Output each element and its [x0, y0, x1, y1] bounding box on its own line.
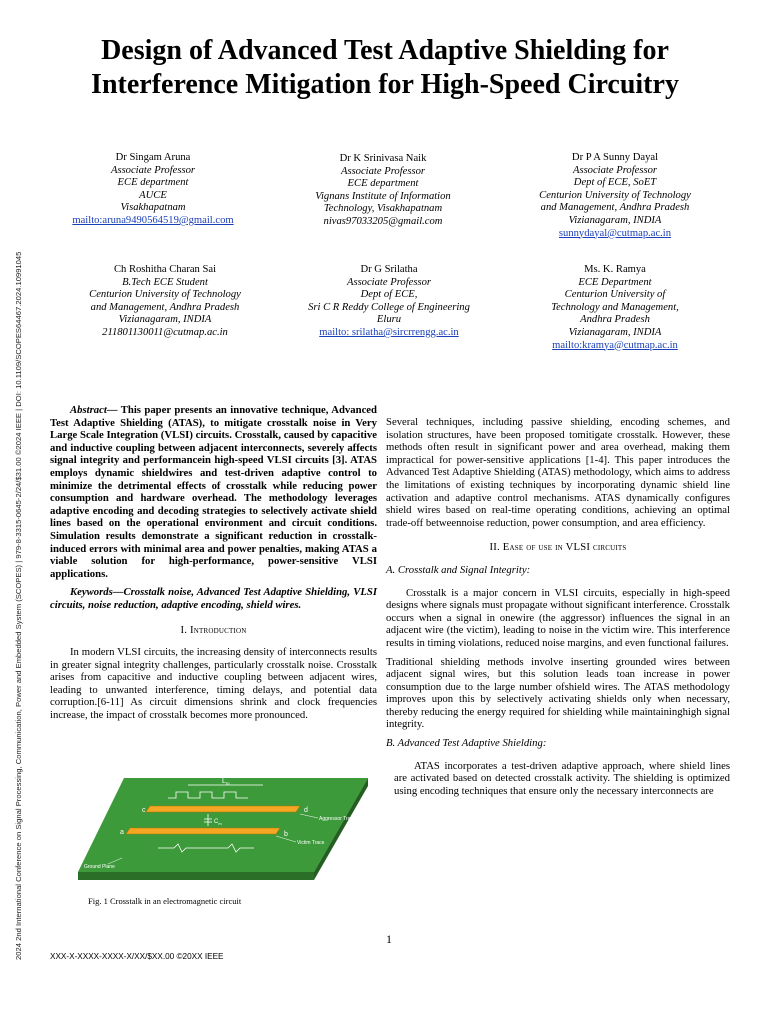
author-affiliation-line: Vizianagaram, INDIA	[568, 214, 662, 226]
author-affiliation-line: Associate Professor	[340, 165, 426, 177]
figure-caption: Fig. 1 Crosstalk in an electromagnetic circuit	[88, 896, 242, 906]
conference-doi-text: 2024 2nd International Conference on Signal Processing, Communication, Power and Embedded System (SCOPES) | 979-8-3315-0645-2/24/$31.00 ©2024 IEEE | DOI: 10.1109/SCOPES64467.2024.10991045	[14, 251, 23, 960]
aggressor-trace-label: Aggressor Trace	[319, 816, 356, 822]
author-affiliation-line: Sri C R Reddy College of Engineering	[308, 301, 470, 313]
ground-plane-label: Ground Plane	[84, 864, 115, 870]
author-block	[38, 152, 268, 228]
author-affiliation-line: Dept of ECE,	[360, 289, 418, 301]
victim-trace	[126, 828, 280, 834]
author-affiliation-line: and Management, Andhra Pradesh	[540, 202, 690, 214]
author-affiliation-line: Centurion University of	[564, 289, 666, 301]
author-affiliation-line: Vignans Institute of Information	[315, 190, 451, 202]
abstract-text: This paper presents an innovative technique, Advanced Test Adaptive Shielding (ATAS), to mitigate crosstalk noise in Very Large Scale Integration (VLSI) circuits. Crosstalk, caused by capacitive and inductive coupling between adjacent interconnects, severely affects signal integrity and performancein high-speed VLSI circuits [3]. ATAS employs dynamic shieldwires and test-driven adaptive control to minimize the detrimental effects of crosstalk while reducing power consumption and hardware overhead. The methodology leverages adaptive encoding and decoding strategies to selectively activate shield lines based on the operational environment and circuit conditions. Simulation results demonstrate a significant reduction in crosstalk-induced errors with minimal area and power penalties, making ATAS a viable solution for high-performance, power-sensitive VLSI applications.	[50, 404, 377, 580]
author-email-link[interactable]: mailto:kramya@cutmap.ac.in	[552, 339, 678, 351]
shielding-paragraph: Traditional shielding methods involve inserting grounded wires between adjacent signal wires, but this solution leads toan increase in power consumption due to the large number ofshield wires. The ATAS methodology improves upon this by selectively activating shields only when necessary, thereby reducing the energy required for shielding while maintaininghigh signal integrity.	[386, 655, 730, 731]
copyright-footer: XXX-X-XXXX-XXXX-X/XX/$XX.00 ©20XX IEEE	[50, 952, 224, 961]
author-affiliation-line: ECE department	[347, 178, 419, 190]
paper-title: Design of Advanced Test Adaptive Shielding for Interference Mitigation for High-Speed Circuitry	[91, 35, 679, 100]
author-email: 211801130011@cutmap.ac.in	[102, 326, 228, 338]
abstract	[50, 404, 377, 580]
author-block	[500, 264, 730, 352]
author-name: Dr K Srinivasa Naik	[339, 153, 427, 164]
author-affiliation-line: Technology, Visakhapatnam	[323, 203, 443, 215]
right-column	[386, 416, 730, 797]
section-heading-ease-of-use	[386, 541, 730, 554]
author-affiliation-line: Vizianagaram, INDIA	[568, 326, 662, 338]
board-edge	[78, 872, 314, 880]
node-label-b: b	[284, 831, 288, 838]
author-affiliation-line: Vizianagaram, INDIA	[118, 314, 212, 326]
abstract-lead: Abstract—	[70, 404, 118, 416]
author-affiliation-line: Dept of ECE, SoET	[573, 177, 657, 189]
section-title: Ease of use in VLSI circuits	[502, 541, 627, 554]
author-affiliation-line: Technology and Management,	[551, 301, 679, 313]
author-affiliation-line: ECE department	[117, 177, 189, 189]
author-name: Dr G Srilatha	[360, 264, 418, 275]
author-affiliation-line: Centurion University of Technology	[89, 289, 241, 301]
author-affiliation-line: B.Tech ECE Student	[122, 276, 208, 288]
author-block	[500, 152, 730, 240]
subsection-heading-a: A. Crosstalk and Signal Integrity:	[386, 563, 531, 576]
author-email-link[interactable]: mailto: srilatha@sircrrengg.ac.in	[319, 326, 459, 338]
length-label: $L_m$	[222, 778, 230, 786]
section-heading-introduction	[50, 624, 377, 637]
author-name: Dr Singam Aruna	[115, 152, 191, 163]
author-name: Ms. K. Ramya	[584, 264, 646, 275]
aggressor-trace	[146, 806, 300, 812]
page-number: 1	[386, 932, 392, 946]
coupling-label: $C_m$	[214, 819, 222, 826]
author-name: Dr P A Sunny Dayal	[571, 152, 659, 163]
author-affiliation-line: Visakhapatnam	[120, 202, 186, 214]
crosstalk-figure	[78, 772, 368, 888]
section-title: Introduction	[190, 623, 247, 636]
author-email-link[interactable]: mailto:aruna9490564519@gmail.com	[72, 214, 234, 226]
author-block	[268, 153, 498, 229]
atas-paragraph: ATAS incorporates a test-driven adaptive approach, where shield lines are activated based on detected crosstalk activity. The shielding is optimized using encoding techniques that ensure only the necessary interconnects are	[394, 759, 730, 797]
section-number: II.	[489, 541, 503, 554]
author-affiliation-line: Associate Professor	[346, 276, 432, 288]
crosstalk-paragraph: Crosstalk is a major concern in VLSI circuits, especially in high-speed designs where signals must propagate without significant interference. Crosstalk occurs when a signal in onewire (the aggressor) influences the signal in an adjacent wire (the victim), leading to noise in the victim wire. This interference results in timing violations, reduced noise margins, and even functional failures.	[386, 586, 730, 649]
conference-doi-strip	[14, 140, 28, 960]
node-label-c: c	[142, 807, 146, 814]
author-block	[274, 264, 504, 340]
node-label-d: d	[304, 807, 308, 814]
keywords: Keywords—Crosstalk noise, Advanced Test Adaptive Shielding, VLSI circuits, noise reduction, adaptive encoding, shield wires.	[50, 586, 377, 611]
author-affiliation-line: ECE Department	[578, 276, 652, 288]
author-affiliation-line: Associate Professor	[572, 164, 658, 176]
author-affiliation-line: Eluru	[376, 314, 402, 326]
intro-paragraph: In modern VLSI circuits, the increasing density of interconnects results in greater signal integrity challenges, particularly crosstalk noise. Crosstalk arises from capacitive and inductive coupling between adjacent wires, leading to unwanted interference, timing delays, and potential data corruption.[6-11] As circuit dimensions shrink and clock frequencies increase, the impact of crosstalk becomes more pronounced.	[50, 646, 377, 722]
author-email: nivas97033205@gmail.com	[323, 215, 443, 227]
intro-continuation-paragraph: Several techniques, including passive shielding, encoding schemes, and isolation structures, have been proposed tomitigate crosstalk. However, these methods often result in significant power and area overhead, making them impractical for power-sensitive applications [1-4]. This paper introduces the Advanced Test Adaptive Shielding (ATAS) methodology, which aims to address the limitations of existing techniques by incorporating dynamic shield line activation and adaptive control mechanisms. ATAS dynamically configures shield wires based on real-time operating conditions, achieving an optimal trade-off betweennoise reduction, power consumption, and area efficiency.	[386, 416, 730, 529]
left-column	[50, 404, 377, 722]
section-number: I.	[180, 623, 190, 636]
victim-trace-label: Victim Trace	[297, 840, 325, 846]
author-affiliation-line: Andhra Pradesh	[580, 314, 650, 326]
node-label-a: a	[120, 829, 124, 836]
author-affiliation-line: Centurion University of Technology	[539, 189, 691, 201]
author-affiliation-line: AUCE	[139, 189, 167, 201]
author-affiliation-line: Associate Professor	[110, 164, 196, 176]
subsection-heading-b: B. Advanced Test Adaptive Shielding:	[386, 737, 547, 750]
author-name: Ch Roshitha Charan Sai	[113, 264, 217, 275]
author-block	[50, 264, 280, 340]
author-affiliation-line: and Management, Andhra Pradesh	[90, 301, 240, 313]
author-email-link[interactable]: sunnydayal@cutmap.ac.in	[558, 227, 672, 239]
